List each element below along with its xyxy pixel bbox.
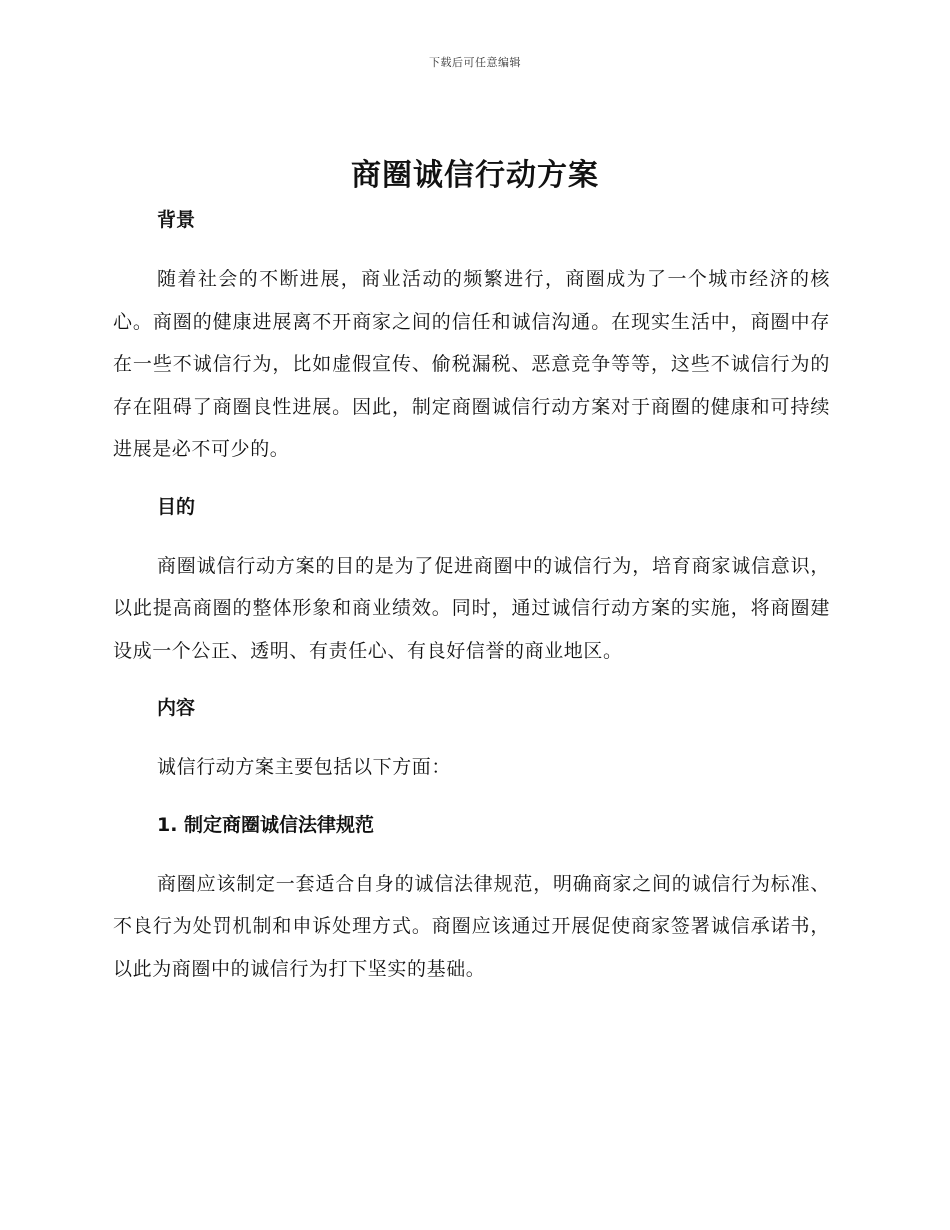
section-heading-content: 内容 xyxy=(157,697,196,719)
section-heading-purpose: 目的 xyxy=(157,495,196,518)
header-note: 下载后可任意编辑 xyxy=(429,56,521,69)
paragraph-content-intro: 诚信行动方案主要包括以下方面： xyxy=(157,756,452,778)
subsection-heading-item1: 1. 制定商圈诚信法律规范 xyxy=(157,813,375,836)
paragraph-purpose: 商圈诚信行动方案的目的是为了促进商圈中的诚信行为，培育商家诚信意识，以此提高商圈的整体形象和商业绩效。同时，通过诚信行动方案的实施，将商圈建设成一个公正、透明、有责任心、有良好信誉的商业地区。 xyxy=(113,554,830,662)
section-heading-background: 背景 xyxy=(157,209,196,231)
document-body xyxy=(113,198,830,990)
paragraph-item1: 商圈应该制定一套适合自身的诚信法律规范，明确商家之间的诚信行为标准、不良行为处罚机制和申诉处理方式。商圈应该通过开展促使商家签署诚信承诺书，以此为商圈中的诚信行为打下坚实的基础。 xyxy=(113,872,830,980)
document-title: 商圈诚信行动方案 xyxy=(351,158,599,193)
paragraph-background: 随着社会的不断进展，商业活动的频繁进行，商圈成为了一个城市经济的核心。商圈的健康进展离不开商家之间的信任和诚信沟通。在现实生活中，商圈中存在一些不诚信行为，比如虚假宣传、偷税漏税、恶意竞争等等，这些不诚信行为的存在阻碍了商圈良性进展。因此，制定商圈诚信行动方案对于商圈的健康和可持续进展是必不可少的。 xyxy=(113,268,830,460)
